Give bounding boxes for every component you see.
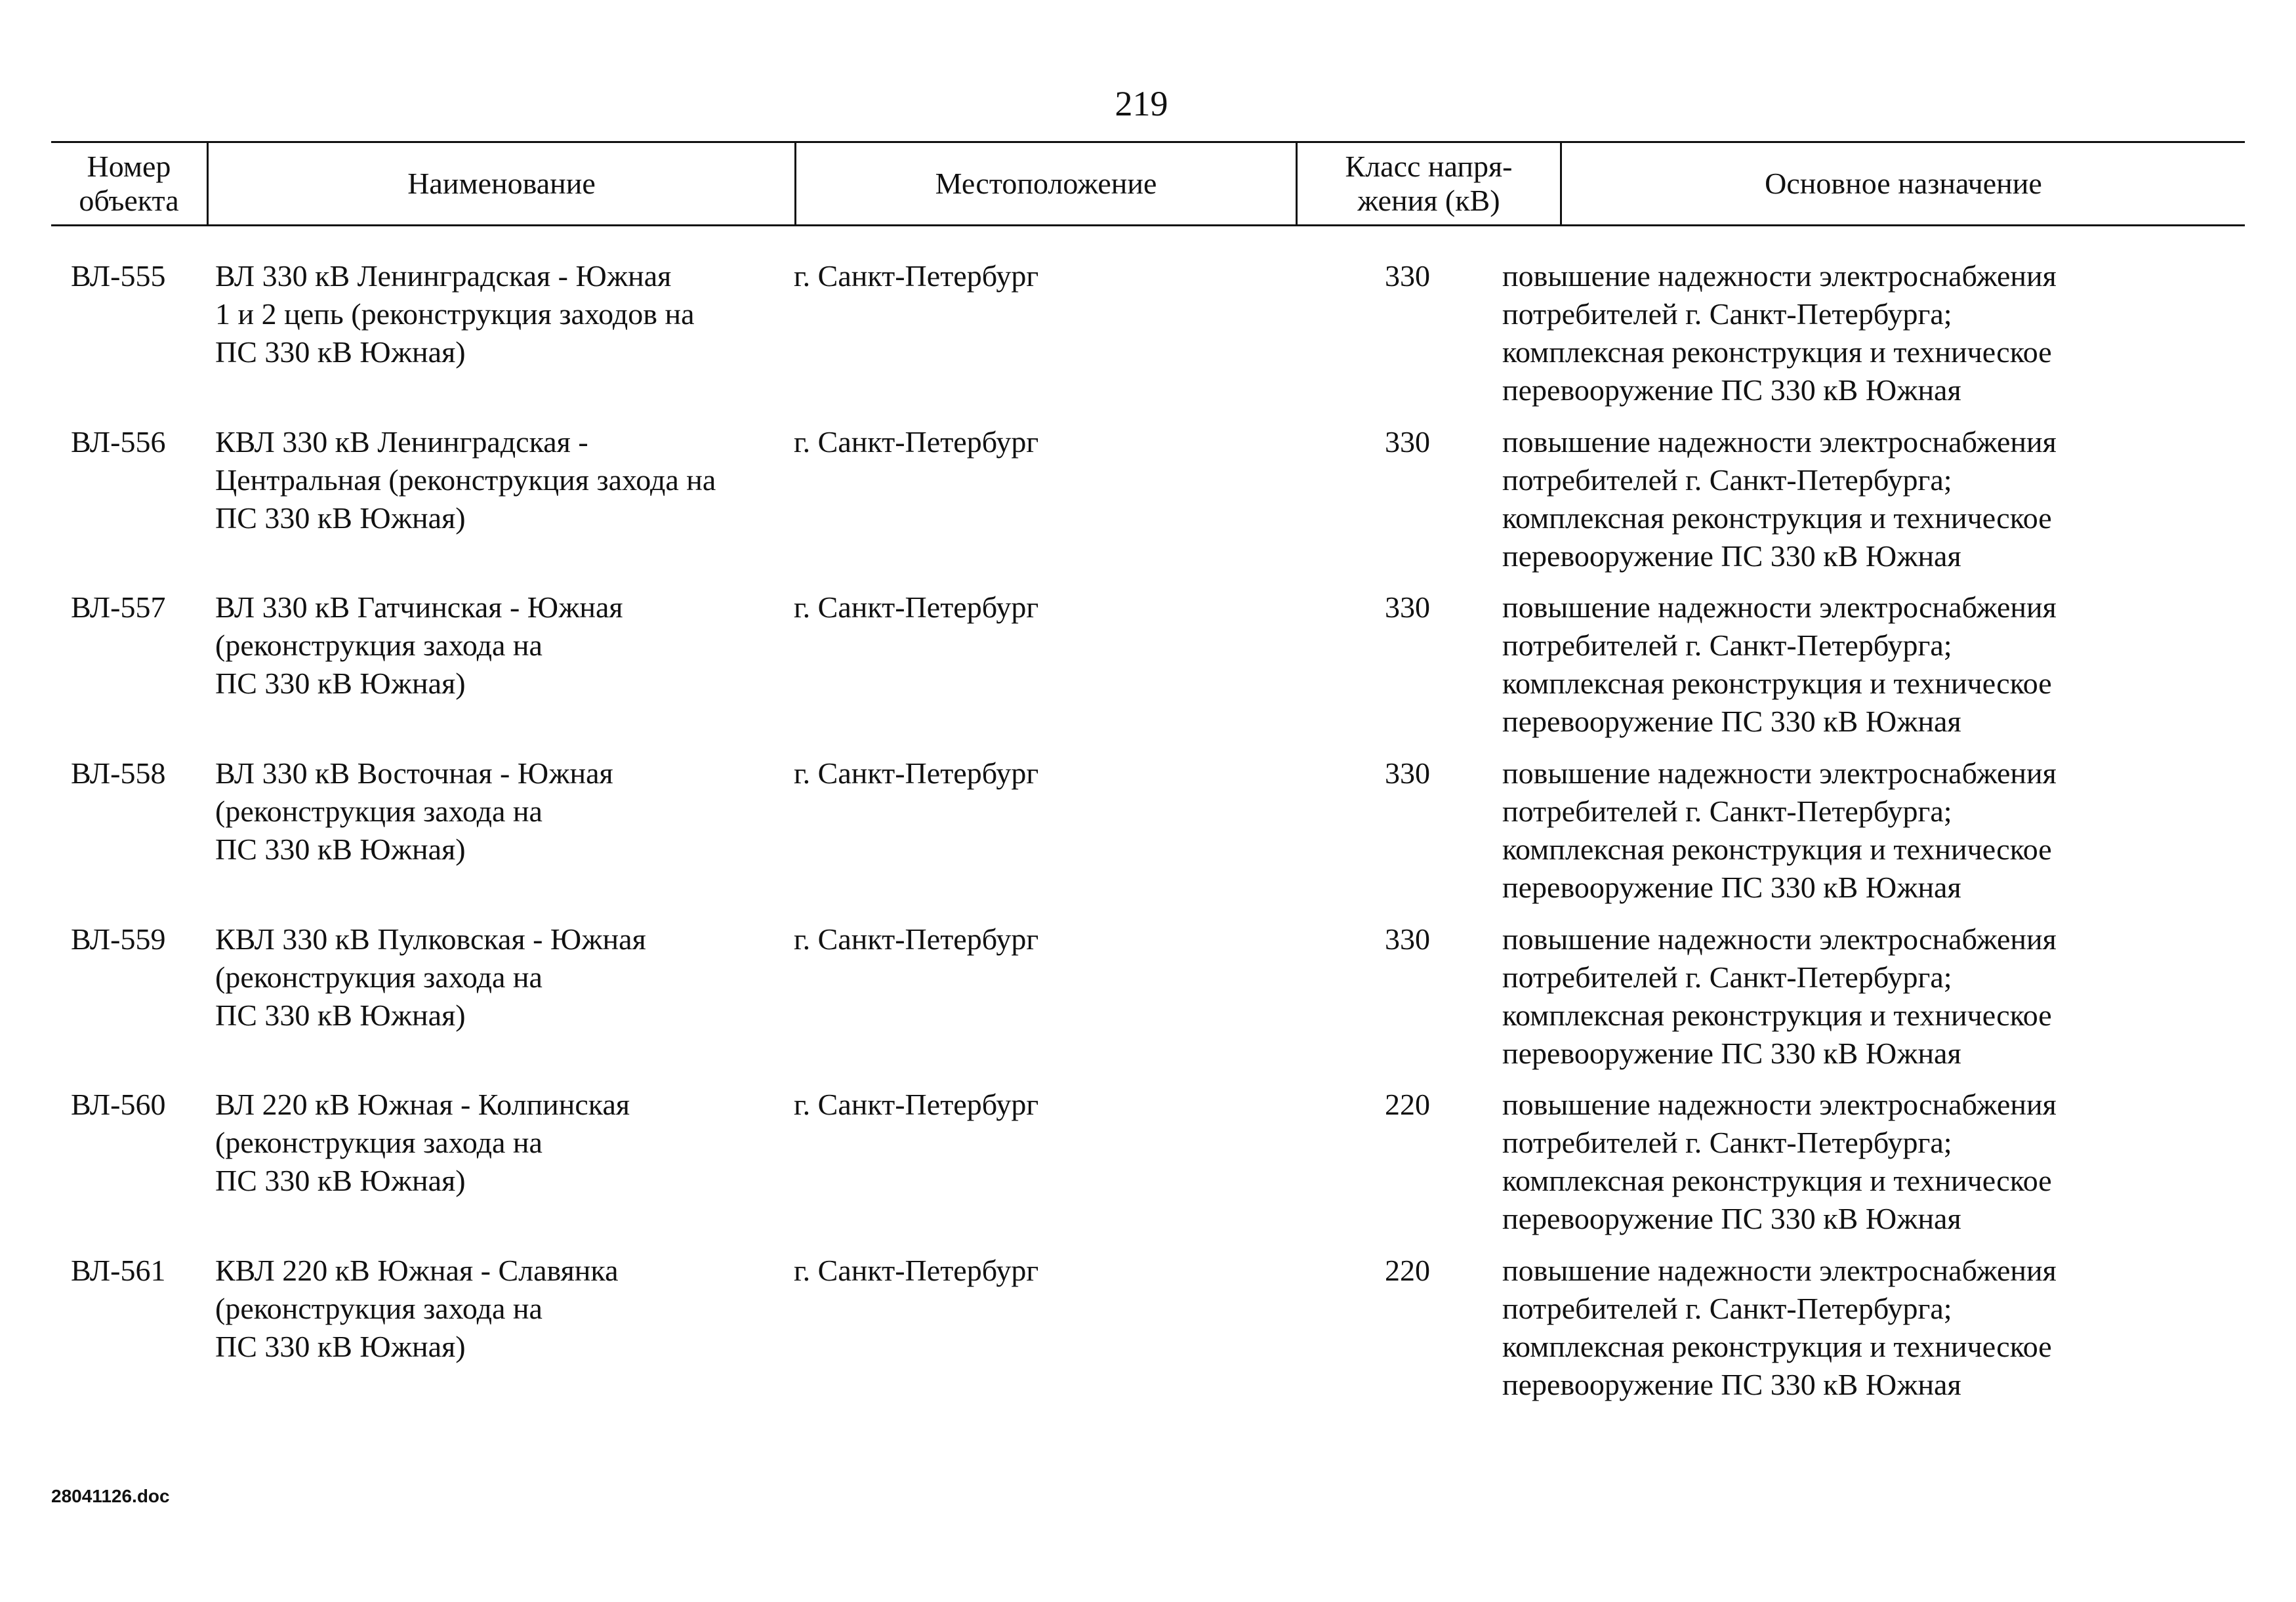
cell-location: г. Санкт-Петербург — [794, 1254, 1039, 1287]
cell-name: ВЛ 330 кВ Восточная - Южная (реконструкция захода на ПС 330 кВ Южная) — [215, 756, 613, 866]
cell-purpose: повышение надежности электроснабжения потребителей г. Санкт-Петербурга; комплексная реконструкция и техническое перевооружение ПС 330 кВ Южная — [1502, 590, 2057, 738]
cell-voltage: 330 — [1385, 259, 1430, 293]
header-location: Местоположение — [935, 167, 1157, 200]
table-header — [51, 141, 2245, 226]
cell-name: КВЛ 330 кВ Пулковская - Южная (реконструкция захода на ПС 330 кВ Южная) — [215, 922, 646, 1032]
cell-voltage: 220 — [1385, 1254, 1430, 1287]
cell-location: г. Санкт-Петербург — [794, 1088, 1039, 1121]
cell-location: г. Санкт-Петербург — [794, 756, 1039, 790]
cell-purpose: повышение надежности электроснабжения потребителей г. Санкт-Петербурга; комплексная реконструкция и техническое перевооружение ПС 330 кВ Южная — [1502, 425, 2057, 573]
cell-location: г. Санкт-Петербург — [794, 590, 1039, 624]
page-number: 219 — [1115, 84, 1168, 123]
cell-location: г. Санкт-Петербург — [794, 922, 1039, 956]
cell-voltage: 330 — [1385, 590, 1430, 624]
cell-number: ВЛ-555 — [71, 259, 166, 293]
cell-number: ВЛ-557 — [71, 590, 166, 624]
cell-number: ВЛ-560 — [71, 1088, 166, 1121]
cell-purpose: повышение надежности электроснабжения потребителей г. Санкт-Петербурга; комплексная реконструкция и техническое перевооружение ПС 330 кВ Южная — [1502, 756, 2057, 904]
cell-location: г. Санкт-Петербург — [794, 259, 1039, 293]
cell-name: КВЛ 330 кВ Ленинградская - Центральная (реконструкция захода на ПС 330 кВ Южная) — [215, 425, 716, 535]
cell-number: ВЛ-558 — [71, 756, 166, 790]
cell-location: г. Санкт-Петербург — [794, 425, 1039, 459]
header-number: Номер объекта — [79, 150, 179, 217]
cell-purpose: повышение надежности электроснабжения потребителей г. Санкт-Петербурга; комплексная реконструкция и техническое перевооружение ПС 330 кВ Южная — [1502, 1254, 2057, 1401]
cell-number: ВЛ-559 — [71, 922, 166, 956]
document-filename: 28041126.doc — [51, 1486, 170, 1506]
cell-name: КВЛ 220 кВ Южная - Славянка (реконструкция захода на ПС 330 кВ Южная) — [215, 1254, 619, 1363]
cell-voltage: 330 — [1385, 425, 1430, 459]
cell-number: ВЛ-561 — [71, 1254, 166, 1287]
cell-voltage: 330 — [1385, 756, 1430, 790]
cell-voltage: 220 — [1385, 1088, 1430, 1121]
cell-purpose: повышение надежности электроснабжения потребителей г. Санкт-Петербурга; комплексная реконструкция и техническое перевооружение ПС 330 кВ Южная — [1502, 1088, 2057, 1235]
cell-voltage: 330 — [1385, 922, 1430, 956]
cell-name: ВЛ 330 кВ Ленинградская - Южная 1 и 2 цепь (реконструкция заходов на ПС 330 кВ Южная) — [215, 259, 695, 369]
cell-purpose: повышение надежности электроснабжения потребителей г. Санкт-Петербурга; комплексная реконструкция и техническое перевооружение ПС 330 кВ Южная — [1502, 922, 2057, 1070]
cell-purpose: повышение надежности электроснабжения потребителей г. Санкт-Петербурга; комплексная реконструкция и техническое перевооружение ПС 330 кВ Южная — [1502, 259, 2057, 407]
cell-name: ВЛ 330 кВ Гатчинская - Южная (реконструкция захода на ПС 330 кВ Южная) — [215, 590, 623, 700]
cell-name: ВЛ 220 кВ Южная - Колпинская (реконструкция захода на ПС 330 кВ Южная) — [215, 1088, 630, 1197]
cell-number: ВЛ-556 — [71, 425, 166, 459]
header-voltage: Класс напря- жения (кВ) — [1345, 150, 1513, 217]
header-name: Наименование — [407, 167, 596, 200]
header-purpose: Основное назначение — [1765, 167, 2042, 200]
